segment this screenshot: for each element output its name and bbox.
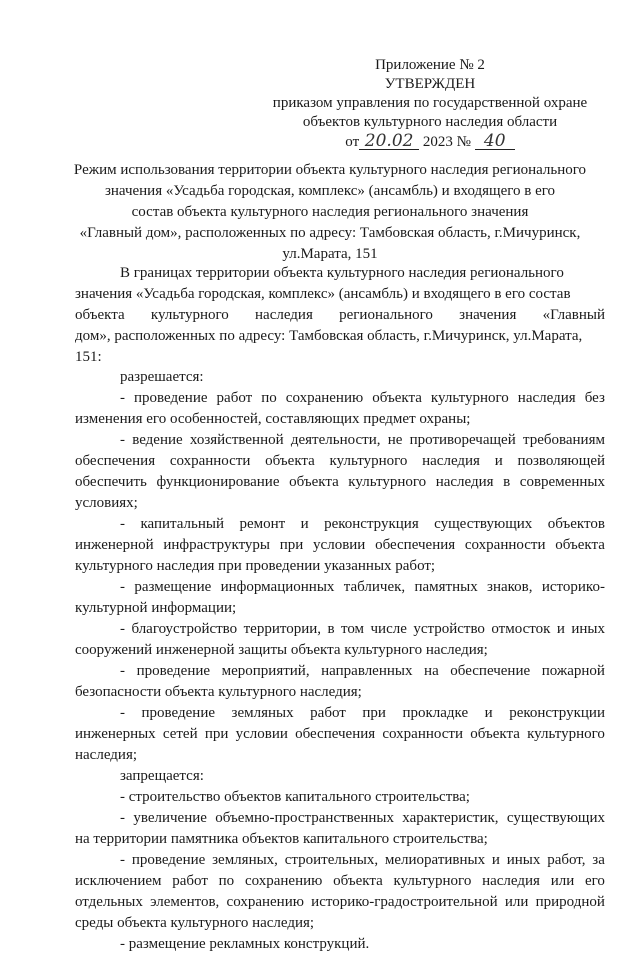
word: ведение xyxy=(132,432,183,448)
word: культурного xyxy=(393,873,472,889)
word: и xyxy=(494,453,503,469)
word: обеспечения xyxy=(375,537,456,553)
list-item: - размещение рекламных конструкций. xyxy=(120,936,370,952)
list-item xyxy=(75,388,605,409)
word: земляных xyxy=(231,705,294,721)
word: или xyxy=(550,873,575,889)
word: исключением xyxy=(75,873,162,889)
word: объекта xyxy=(265,453,315,469)
title-line: «Главный дом», расположенных по адресу: Тамбовская область, г.Мичуринск, xyxy=(79,225,581,241)
list-item-continuation: культурной информации; xyxy=(75,600,237,616)
number-sign: № xyxy=(456,134,471,150)
list-item xyxy=(75,850,605,871)
word: инженерных xyxy=(75,726,156,742)
order-date-line xyxy=(250,132,610,152)
word: культурного xyxy=(329,453,408,469)
word: обеспечить xyxy=(75,474,147,490)
word: функционирование xyxy=(156,474,280,490)
word: сохранности xyxy=(464,537,546,553)
word: «Главный xyxy=(542,307,605,323)
word: без xyxy=(584,390,605,406)
approved-label: УТВЕРЖДЕН xyxy=(384,76,476,92)
order-year: 2023 xyxy=(422,134,453,150)
word: и xyxy=(556,621,565,637)
intro-line: 151: xyxy=(75,349,102,365)
list-item-continuation: среды объекта культурного наследия; xyxy=(75,915,315,931)
list-item xyxy=(75,430,605,451)
word: информационных xyxy=(220,579,335,595)
word: историко- xyxy=(541,579,605,595)
word: пожарной xyxy=(541,663,605,679)
word: ремонт xyxy=(239,516,286,532)
list-item-continuation xyxy=(75,724,605,745)
word: на xyxy=(424,663,439,679)
word: и xyxy=(491,852,500,868)
word: - xyxy=(120,810,125,826)
word: сохранению xyxy=(226,894,304,910)
word: за xyxy=(592,852,605,868)
title-line: Режим использования территории объекта культурного наследия регионального xyxy=(73,162,587,178)
word: объекта xyxy=(75,307,125,323)
word: устройство xyxy=(413,621,485,637)
word: культурного xyxy=(430,390,509,406)
word: мероприятий, xyxy=(221,663,310,679)
list-item-continuation xyxy=(75,472,605,493)
word: сохранению xyxy=(244,873,323,889)
word: инфраструктуры xyxy=(163,537,271,553)
word: работ xyxy=(216,390,253,406)
word: объекта xyxy=(333,873,383,889)
word: проведение xyxy=(131,852,206,868)
word: размещение xyxy=(134,579,212,595)
list-item-continuation: условиях; xyxy=(75,495,138,511)
list-item-continuation: наследия; xyxy=(75,747,138,763)
word: проведение xyxy=(134,390,208,406)
word: современных xyxy=(519,474,605,490)
word: работ xyxy=(172,873,208,889)
word: реконструкции xyxy=(509,705,605,721)
word: капитальный xyxy=(140,516,224,532)
word: обеспечения xyxy=(295,726,376,742)
intro-line: значения «Усадьба городская, комплекс» (ансамбль) и входящего в его состав xyxy=(75,286,571,302)
word: знаков, xyxy=(487,579,533,595)
word: земляных, xyxy=(212,852,278,868)
list-item: - строительство объектов капитального строительства; xyxy=(120,789,470,805)
word: работ xyxy=(310,705,346,721)
word: числе xyxy=(370,621,407,637)
word: требованиям xyxy=(522,432,605,448)
word: - xyxy=(120,390,125,406)
word: наследия xyxy=(517,390,576,406)
list-item xyxy=(75,577,605,598)
word: иных xyxy=(571,621,605,637)
word: - xyxy=(120,852,125,868)
word: работ, xyxy=(547,852,586,868)
word: противоречащей xyxy=(409,432,516,448)
word: сохранности xyxy=(169,453,251,469)
word: объекта xyxy=(372,390,422,406)
word: наследия xyxy=(255,307,313,323)
list-item-continuation: на территории памятника объектов капитального строительства; xyxy=(75,831,488,847)
word: - xyxy=(120,621,125,637)
order-line-2: объектов культурного наследия области xyxy=(302,114,558,130)
word: или xyxy=(504,894,529,910)
list-item-continuation xyxy=(75,535,605,556)
word: его xyxy=(585,873,605,889)
list-item-continuation xyxy=(75,451,605,472)
word: и xyxy=(484,705,493,721)
word: элементов, xyxy=(150,894,220,910)
word: условии xyxy=(313,537,366,553)
word: отмосток xyxy=(491,621,551,637)
word: и xyxy=(300,516,309,532)
word: позволяющей xyxy=(517,453,605,469)
list-item xyxy=(75,808,605,829)
word: проведение xyxy=(136,663,211,679)
word: условии xyxy=(235,726,288,742)
word: - xyxy=(120,579,125,595)
word: реконструкция xyxy=(324,516,419,532)
word: существующих xyxy=(434,516,533,532)
handwritten-date: 20.02 xyxy=(364,131,414,151)
word: иных xyxy=(506,852,541,868)
word: наследия xyxy=(422,453,480,469)
word: - xyxy=(120,705,125,721)
word: объемно-пространственных xyxy=(215,810,394,826)
date-prefix: от xyxy=(345,134,360,150)
word: обеспечение xyxy=(450,663,531,679)
word: культурного xyxy=(527,726,605,742)
list-item-continuation xyxy=(75,871,605,892)
approval-header xyxy=(250,56,610,152)
word: деятельности, xyxy=(290,432,381,448)
word: том xyxy=(340,621,365,637)
appendix-label: Приложение № 2 xyxy=(375,57,485,73)
list-item-continuation: безопасности объекта культурного наследия; xyxy=(75,684,362,700)
title-line: значения «Усадьба городская, комплекс» (ансамбль) и входящего в его xyxy=(104,183,556,199)
word: хозяйственной xyxy=(189,432,284,448)
word: направленных xyxy=(321,663,413,679)
word: строительных, xyxy=(284,852,379,868)
word: объекта xyxy=(555,537,605,553)
list-item-continuation: сооружений инженерной защиты объекта культурного наследия; xyxy=(75,642,488,658)
word: обеспечения xyxy=(75,453,156,469)
word: - xyxy=(120,663,125,679)
forbidden-heading: запрещается: xyxy=(120,768,204,784)
order-line-1: приказом управления по государственной охране xyxy=(272,95,588,111)
word: культурного xyxy=(348,474,427,490)
word: наследия xyxy=(482,873,540,889)
word: в xyxy=(327,621,335,637)
word: при xyxy=(204,726,229,742)
word: инженерной xyxy=(75,537,154,553)
list-item xyxy=(75,619,605,640)
word: существующих xyxy=(506,810,605,826)
word: по xyxy=(218,873,235,889)
list-item-continuation xyxy=(75,892,605,913)
word: не xyxy=(387,432,403,448)
document-title xyxy=(60,160,600,265)
title-line: ул.Марата, 151 xyxy=(282,246,378,262)
word: сохранению xyxy=(285,390,364,406)
word: по xyxy=(261,390,277,406)
word: регионального xyxy=(339,307,433,323)
title-line: состав объекта культурного наследия регионального значения xyxy=(131,204,529,220)
word: объекта xyxy=(289,474,339,490)
list-item-continuation: культурного наследия при проведении указанных работ; xyxy=(75,558,436,574)
word: историко-градостроительной xyxy=(311,894,498,910)
word: сохранности xyxy=(382,726,463,742)
word: - xyxy=(120,432,125,448)
list-item xyxy=(75,514,605,535)
word: культурного xyxy=(150,307,229,323)
intro-line: В границах территории объекта культурного наследия регионального xyxy=(120,265,564,281)
allowed-heading: разрешается: xyxy=(120,369,204,385)
word: отдельных xyxy=(75,894,143,910)
intro-line: дом», расположенных по адресу: Тамбовская область, г.Мичуринск, ул.Марата, xyxy=(75,328,583,344)
handwritten-number: 40 xyxy=(483,131,506,151)
word: прокладке xyxy=(402,705,469,721)
word: - xyxy=(120,516,125,532)
word: значения xyxy=(459,307,517,323)
word: проведение xyxy=(141,705,216,721)
word: мелиоративных xyxy=(384,852,486,868)
word: увеличение xyxy=(133,810,207,826)
word: памятных xyxy=(414,579,478,595)
list-item xyxy=(75,661,605,682)
word: при xyxy=(279,537,304,553)
word: табличек, xyxy=(343,579,406,595)
word: наследия xyxy=(435,474,494,490)
list-item-continuation: изменения его особенностей, составляющих предмет охраны; xyxy=(75,411,471,427)
intro-line xyxy=(75,305,605,326)
word: при xyxy=(362,705,386,721)
word: объектов xyxy=(547,516,605,532)
word: характеристик, xyxy=(402,810,499,826)
list-item xyxy=(75,703,605,724)
word: территории, xyxy=(243,621,322,637)
intro-paragraph xyxy=(75,263,605,368)
word: объекта xyxy=(470,726,520,742)
word: в xyxy=(503,474,511,490)
word: благоустройство xyxy=(131,621,238,637)
word: природной xyxy=(535,894,605,910)
word: сетей xyxy=(162,726,198,742)
regulation-lists xyxy=(75,367,605,955)
